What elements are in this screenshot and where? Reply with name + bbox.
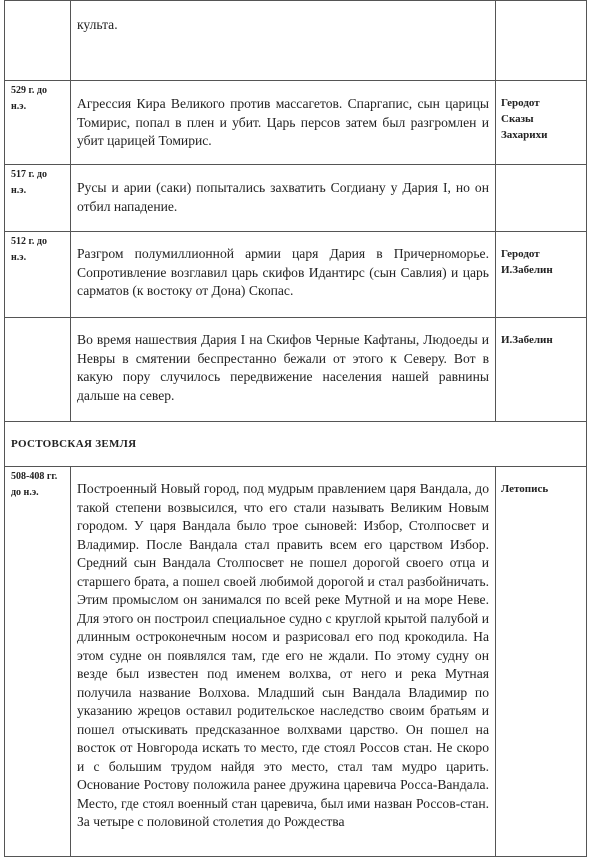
date-cell: 529 г. до н.э.	[5, 81, 71, 165]
date-cell	[5, 1, 71, 81]
source-cell	[496, 165, 587, 232]
source-name: И.Забелин	[501, 334, 553, 346]
table-row	[5, 232, 587, 318]
event-text: Агрессия Кира Великого против массагетов. Спаргапис, сын царицы Томирис, попал в плен и убит. Царь персов затем был разгромлен и убит царицей Томирис.	[71, 81, 496, 165]
source-name: Геродот	[501, 97, 540, 109]
date-cell	[5, 318, 71, 422]
source-cell	[496, 1, 587, 81]
table-row	[5, 81, 587, 165]
event-text: Разгром полумиллионной армии царя Дария в Причерноморье. Сопротивление возглавил царь скифов Идантирс (сын Савлия) и царь сарматов (к востоку от Дона) Скопас.	[71, 232, 496, 318]
source-cell	[496, 232, 587, 318]
event-text: Построенный Новый город, под мудрым правлением царя Вандала, до такой степени возвысился, что его стали называть Великим Новым городом. У царя Вандала было трое сыновей: Избор, Столпосвет и Владимир. После Вандала стал править всем его царством Избор. Средний сын Вандала Столпосвет не пошел дорогой своего отца и старшего брата, а пошел своей любимой дорогой и стал разбойничать. Этим промыслом он занимался по всей реке Мутной и на море Неве. Для этого он построил специальное судно с круглой крытой палубой и длинным остроконечным носом и разрисовал его под крокодила. На этом судне он появлялся там, где его не ждали. По этому судну он везде был известен под именем волхва, от него и река Мутная получила название Волхова. Младший сын Вандала Владимир по указанию жрецов оставил родительское наследство своим братьям и пошел отыскивать предсказанное волхвами царство. Он пошел на восток от Новгорода искать то место, где стоял Россов стан. Не скоро и с большим трудом найдя это место, стал там мудро царить. Основание Ростову положила ранее дружина царевича Росса-Вандала. Место, где стоял военный стан царевича, был ими назван Россов-стан. За четыре с половиной столетия до Рождества	[71, 467, 496, 857]
date-cell: 517 г. до н.э.	[5, 165, 71, 232]
source-name: Сказы	[501, 113, 534, 125]
source-cell	[496, 318, 587, 422]
date-text: 508-408 гг. до н.э.	[11, 471, 58, 498]
event-text: Русы и арии (саки) попытались захватить Согдиану у Дария I, но он отбил нападение.	[71, 165, 496, 232]
event-text: Во время нашествия Дария I на Скифов Черные Кафтаны, Людоеды и Невры в смятении беспрестанно бежали от этого к Северу. Вот в какую пору случилось передвижение населения нашей равнины дальше на север.	[71, 318, 496, 422]
source-name: И.Забелин	[501, 264, 553, 276]
date-cell: 512 г. до н.э.	[5, 232, 71, 318]
chronology-table	[4, 0, 587, 857]
date-cell	[5, 467, 71, 857]
table-row	[5, 1, 587, 81]
table-row	[5, 318, 587, 422]
source-name: Геродот	[501, 248, 540, 260]
source-name: Летопись	[501, 483, 549, 495]
source-cell	[496, 81, 587, 165]
source-name: Захарихи	[501, 129, 548, 141]
event-text: культа.	[71, 1, 496, 81]
section-row	[5, 422, 587, 467]
table-row	[5, 467, 587, 857]
source-cell	[496, 467, 587, 857]
table-row	[5, 165, 587, 232]
section-heading: РОСТОВСКАЯ ЗЕМЛЯ	[5, 422, 587, 467]
